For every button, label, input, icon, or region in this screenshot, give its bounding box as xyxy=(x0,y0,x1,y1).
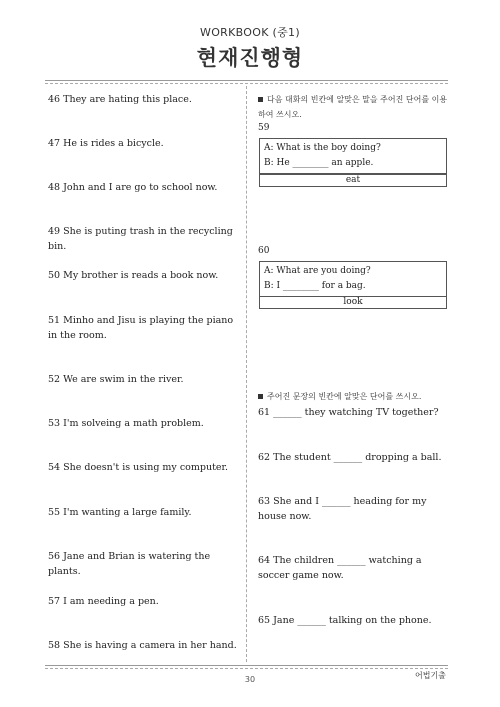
top-rule-dashed xyxy=(45,83,448,84)
question-59-number: 59 xyxy=(258,123,270,133)
question-64: 64 The children ______ watching a soccer game now. xyxy=(258,555,422,581)
question-53: 53 I'm solveing a math problem. xyxy=(48,418,204,429)
top-rule xyxy=(45,80,448,81)
question-52: 52 We are swim in the river. xyxy=(48,374,184,385)
workbook-label: WORKBOOK (중1) xyxy=(200,26,300,39)
question-63: 63 She and I ______ heading for my house now. xyxy=(258,496,427,522)
dialog-60-line1: A: What are you doing? xyxy=(264,266,371,276)
word-box-60: look xyxy=(259,296,447,309)
dialog-59-line1: A: What is the boy doing? xyxy=(264,143,381,153)
page-number: 30 xyxy=(244,675,256,684)
question-46: 46 They are hating this place. xyxy=(48,94,192,105)
footer-label: 어법기출 xyxy=(415,671,446,680)
column-divider xyxy=(246,86,247,662)
bottom-rule xyxy=(45,665,448,666)
section2-instruction: 주어진 문장의 빈칸에 알맞은 단어를 쓰시오. xyxy=(258,389,450,404)
square-bullet-icon xyxy=(258,394,263,399)
question-61: 61 ______ they watching TV together? xyxy=(258,407,439,418)
bottom-rule-dashed xyxy=(45,668,448,669)
dialog-59-line2: B: He ________ an apple. xyxy=(264,158,374,168)
question-49: 49 She is puting trash in the recycling bin. xyxy=(48,226,233,252)
question-50: 50 My brother is reads a book now. xyxy=(48,270,219,281)
question-62: 62 The student ______ dropping a ball. xyxy=(258,452,442,463)
question-65: 65 Jane ______ talking on the phone. xyxy=(258,615,432,626)
page-title: 현재진행형 xyxy=(196,46,304,70)
word-box-59: eat xyxy=(259,174,447,187)
question-58: 58 She is having a camera in her hand. xyxy=(48,640,237,651)
square-bullet-icon xyxy=(258,97,263,102)
question-60-number: 60 xyxy=(258,246,270,256)
question-54: 54 She doesn't is using my computer. xyxy=(48,462,229,473)
dialog-box-59 xyxy=(259,138,447,174)
question-56: 56 Jane and Brian is watering the plants. xyxy=(48,551,211,577)
question-51: 51 Minho and Jisu is playing the piano in the room. xyxy=(48,315,234,341)
section1-instruction: 다음 대화의 빈칸에 알맞은 말을 주어진 단어를 이용하여 쓰시오. xyxy=(258,95,448,119)
dialog-60-line2: B: I ________ for a bag. xyxy=(264,281,366,291)
dialog-box-60 xyxy=(259,261,447,297)
question-47: 47 He is rides a bicycle. xyxy=(48,138,164,149)
question-57: 57 I am needing a pen. xyxy=(48,596,159,607)
question-48: 48 John and I are go to school now. xyxy=(48,182,218,193)
question-55: 55 I'm wanting a large family. xyxy=(48,507,192,518)
